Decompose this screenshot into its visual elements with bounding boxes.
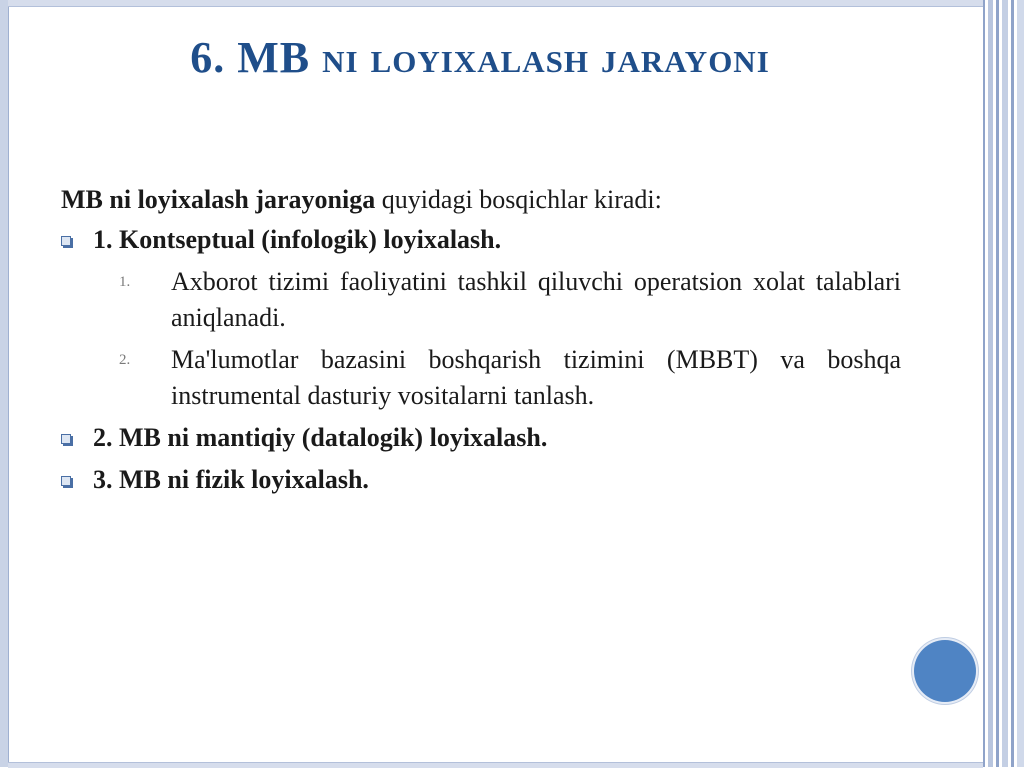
list-item <box>61 420 901 456</box>
square-bullet-icon <box>61 236 71 246</box>
stripe <box>988 0 993 767</box>
sublist-item <box>61 342 901 414</box>
sublist-number: 1. <box>119 274 131 290</box>
slide-frame-top <box>8 0 983 7</box>
stripe <box>983 0 985 767</box>
intro-rest: quyidagi bosqichlar kiradi: <box>375 185 662 214</box>
list-item <box>61 222 901 258</box>
sublist-number: 2. <box>119 352 131 368</box>
square-bullet-icon <box>61 434 71 444</box>
list-item-label: 1. Kontseptual (infologik) loyixalash. <box>93 225 502 254</box>
sublist-text: Ma'lumotlar bazasini boshqarish tizimini (MBBT) va boshqa instrumental dasturiy vositalarni tanlash. <box>171 345 901 410</box>
stripe <box>1002 0 1008 767</box>
sublist-item <box>61 264 901 336</box>
decorative-circle <box>914 640 976 702</box>
sublist-text: Axborot tizimi faoliyatini tashkil qiluvchi operatsion xolat talablari aniqlanadi. <box>171 267 901 332</box>
slide-content <box>61 182 901 504</box>
slide-frame-bottom <box>8 762 983 768</box>
stripe <box>1011 0 1014 767</box>
list-item-label: 2. MB ni mantiqiy (datalogik) loyixalash. <box>93 423 548 452</box>
stripe <box>996 0 999 767</box>
slide-frame-left <box>0 0 9 767</box>
decorative-stripes <box>983 0 1024 767</box>
square-bullet-icon <box>61 476 71 486</box>
slide-title: 6. MB ni loyixalash jarayoni <box>190 33 770 82</box>
stripe <box>1017 0 1024 767</box>
intro-bold: MB ni loyixalash jarayoniga <box>61 185 376 214</box>
list-item-label: 3. MB ni fizik loyixalash. <box>93 465 369 494</box>
numbered-sublist <box>61 264 901 414</box>
intro-line <box>61 182 901 218</box>
list-item <box>61 462 901 498</box>
